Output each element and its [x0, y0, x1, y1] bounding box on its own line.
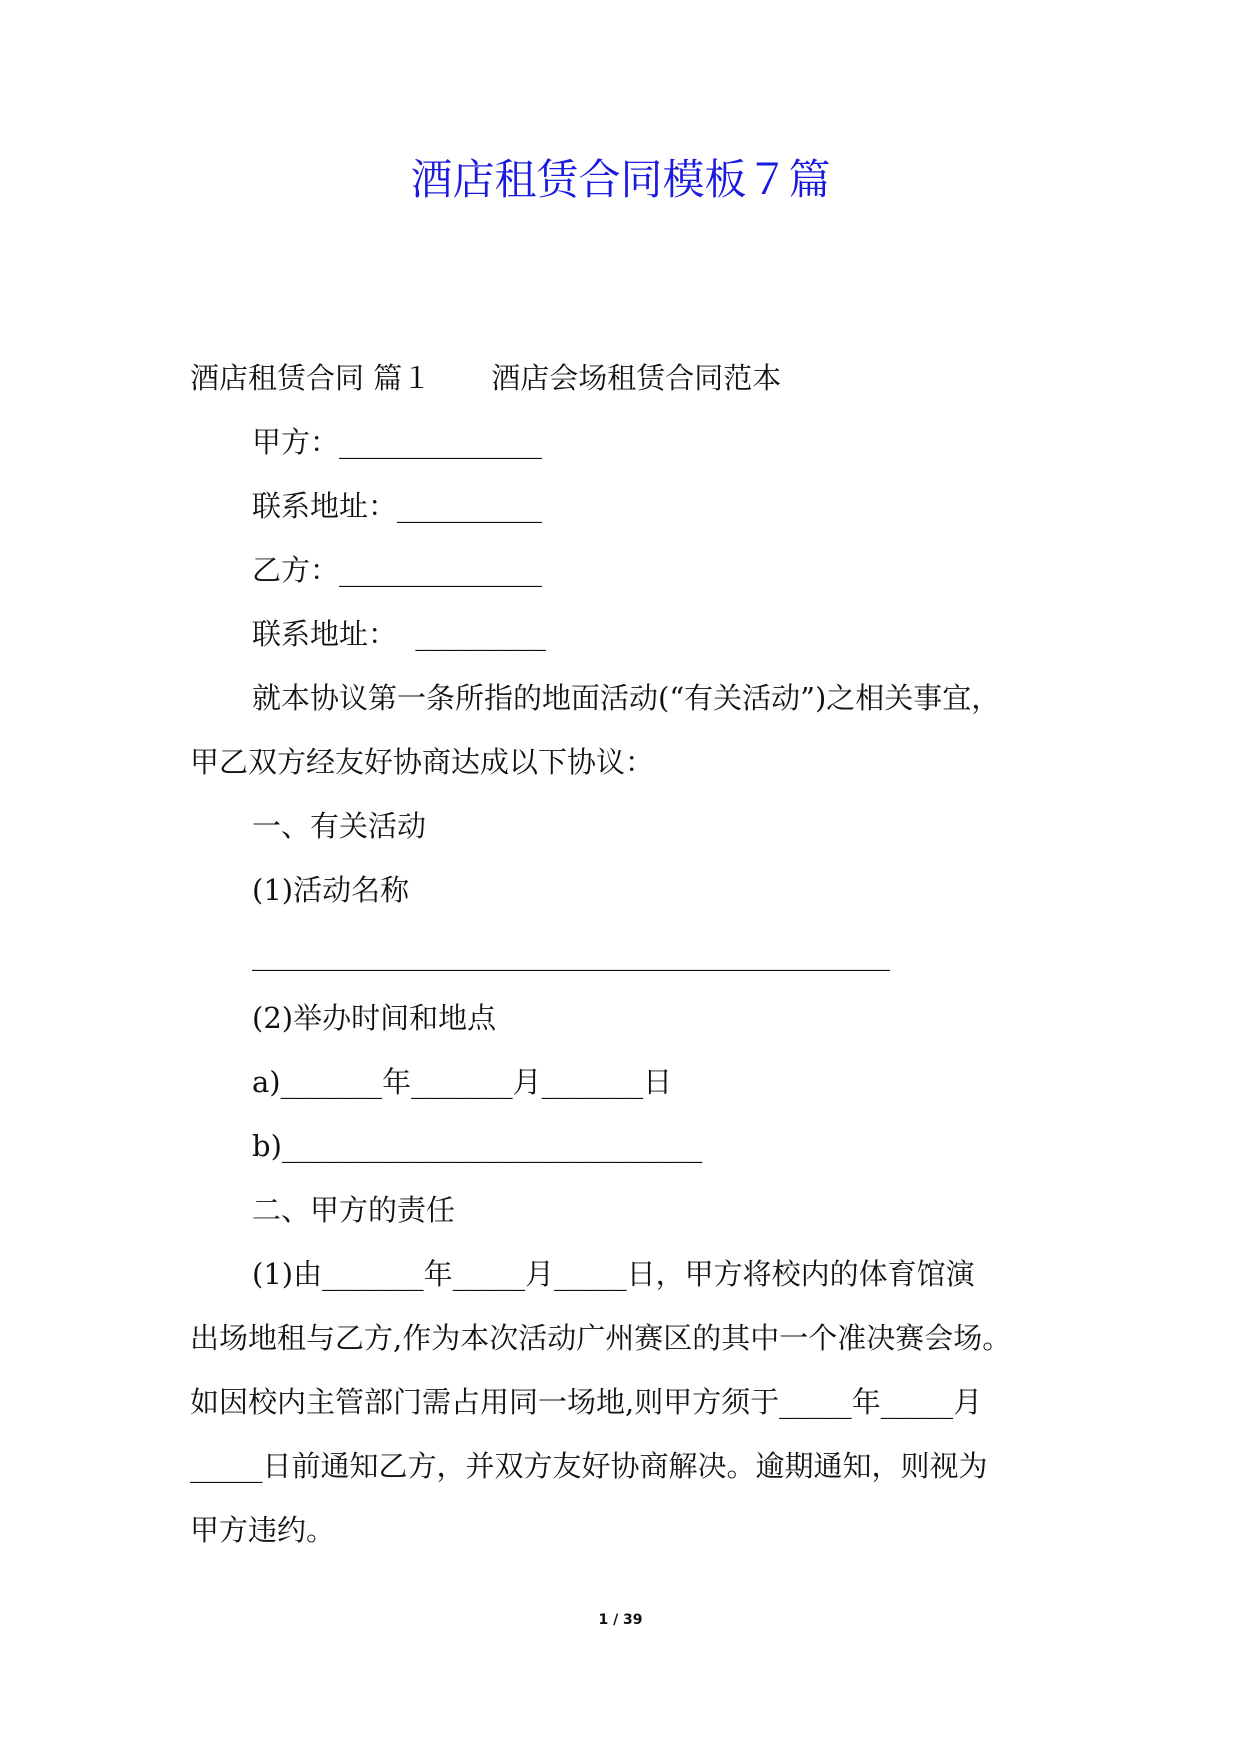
section-heading [190, 358, 781, 398]
party-b-field: 乙方：______________ [252, 553, 543, 587]
clause-2-paragraph-line-5: 甲方违约。 [190, 1513, 336, 1547]
page-number: 1 / 39 [598, 1612, 643, 1628]
time-and-place-label: (2)举办时间和地点 [252, 1001, 497, 1035]
intro-paragraph-line-2: 甲乙双方经友好协商达成以下协议： [190, 745, 655, 779]
date-blank-line: a)_______年_______月_______日 [252, 1065, 673, 1099]
party-a-address-field: 联系地址：__________ [252, 489, 543, 523]
activity-name-label: (1)活动名称 [252, 873, 410, 907]
section-heading-part1: 酒店租赁合同 篇１ [190, 361, 432, 395]
clause-2-paragraph-line-4: _____日前通知乙方，并双方友好协商解决。逾期通知，则视为 [190, 1449, 988, 1483]
document-title: 酒店租赁合同模板７篇 [410, 155, 831, 204]
clause-2-paragraph-line-1: (1)由_______年_____月_____日，甲方将校内的体育馆演 [252, 1257, 975, 1291]
clause-1-heading: 一、有关活动 [252, 809, 427, 843]
party-b-address-field: 联系地址： _________ [252, 617, 546, 651]
clause-2-paragraph-line-3: 如因校内主管部门需占用同一场地,则甲方须于_____年_____月 [190, 1385, 983, 1419]
activity-name-blank: ____________________________________________ [252, 937, 890, 971]
clause-2-heading: 二、甲方的责任 [252, 1193, 456, 1227]
place-blank-line: b)_____________________________ [252, 1129, 703, 1163]
party-a-field: 甲方：______________ [252, 425, 543, 459]
section-heading-part2: 酒店会场租赁合同范本 [491, 361, 782, 395]
clause-2-paragraph-line-2: 出场地租与乙方,作为本次活动广州赛区的其中一个准决赛会场。 [190, 1321, 1012, 1355]
intro-paragraph-line-1: 就本协议第一条所指的地面活动(“有关活动”)之相关事宜， [252, 681, 1001, 715]
